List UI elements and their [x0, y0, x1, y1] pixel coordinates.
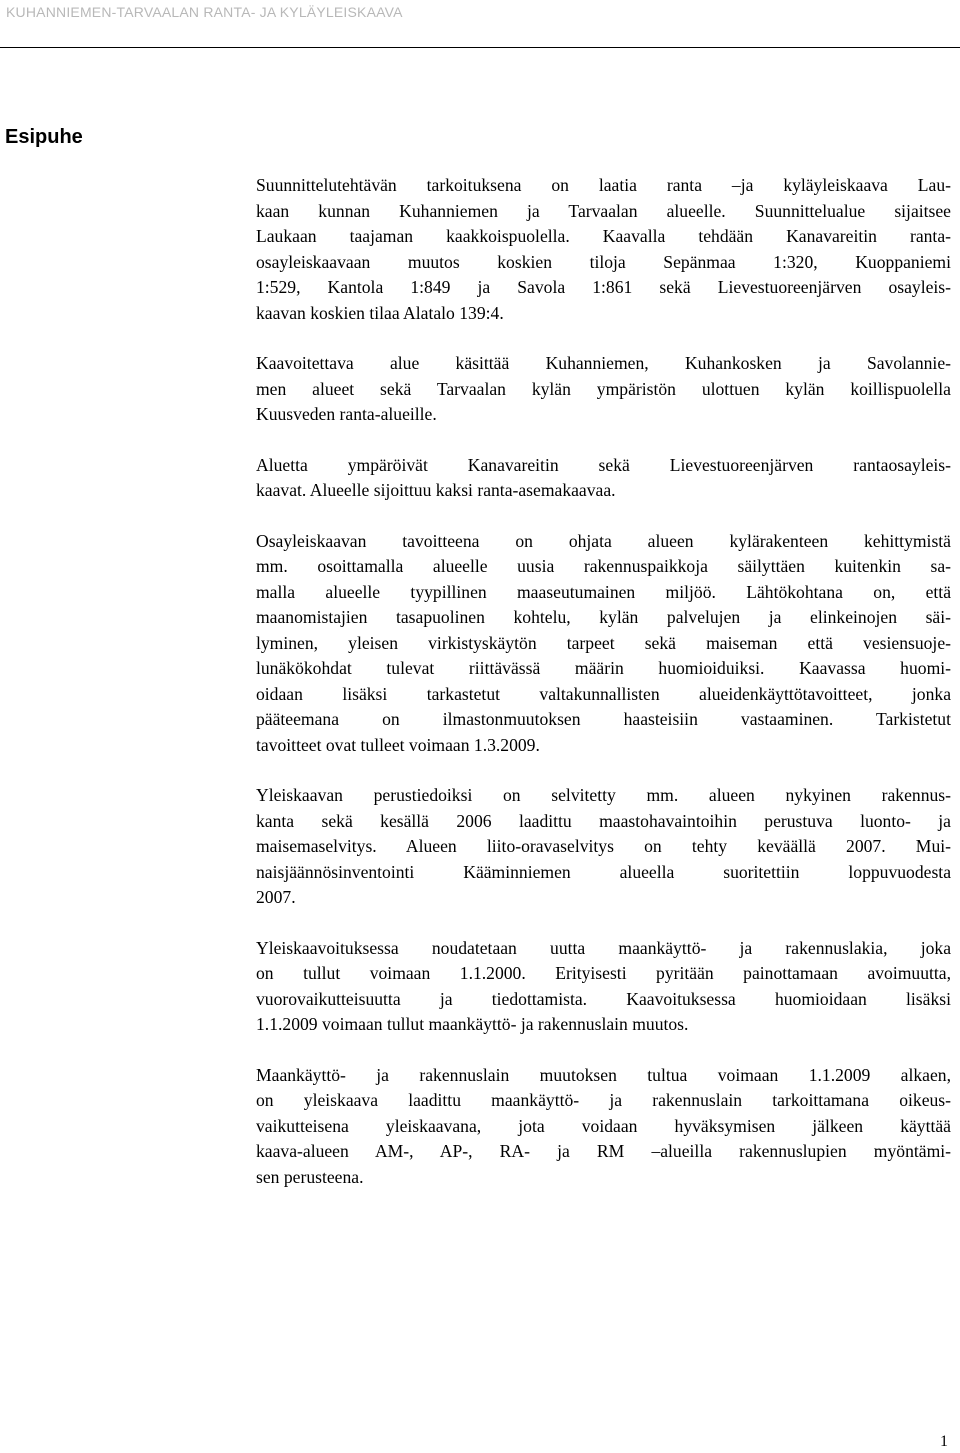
text-line: malla alueelle tyypillinen maaseutumainen miljöö. Lähtökohtana on, että	[256, 581, 951, 602]
running-header: KUHANNIEMEN-TARVAALAN RANTA- JA KYLÄYLEISKAAVA	[6, 4, 403, 20]
text-line: maanomistajien tasapuolinen kohtelu, kylän palvelujen ja elinkeinojen säi-	[256, 607, 951, 627]
text-line: vaikutteisena yleiskaavana, jota voidaan hyväksymisen jälkeen käyttää	[256, 1115, 951, 1136]
text-line: naisjäännösinventointi Kääminniemen alueella suoritettiin loppuvuodesta	[256, 861, 951, 882]
paragraph-legislation	[256, 936, 951, 1038]
text-line: on tullut voimaan 1.1.2000. Erityisesti pyritään painottamaan avoimuutta,	[256, 963, 951, 983]
header-divider	[0, 47, 960, 48]
text-line: maisemaselvitys. Alueen liito-oravaselvitys on tehty keväällä 2007. Mui-	[256, 836, 951, 856]
text-line: Suunnittelutehtävän tarkoituksena on laatia ranta –ja kyläyleiskaava Lau-	[256, 175, 951, 195]
text-line: Kuusveden ranta-alueille.	[256, 404, 437, 424]
text-line: Kaavoitettava alue käsittää Kuhanniemen, Kuhankosken ja Savolannie-	[256, 353, 951, 373]
text-line: kanta sekä kesällä 2006 laadittu maastohavaintoihin perustuva luonto- ja	[256, 810, 951, 831]
text-line: kaavat. Alueelle sijoittuu kaksi ranta-asemakaavaa.	[256, 480, 616, 500]
paragraph-legal-effect	[256, 1063, 951, 1191]
text-line: 1.1.2009 voimaan tullut maankäyttö- ja rakennuslain muutos.	[256, 1014, 689, 1034]
paragraph-area	[256, 351, 951, 428]
page-number: 1	[940, 1433, 948, 1450]
text-line: mm. osoittamalla alueelle uusia rakennuspaikkoja säilyttäen kuitenkin sa-	[256, 556, 951, 576]
paragraph-background-studies	[256, 783, 951, 911]
text-line: tavoitteet ovat tulleet voimaan 1.3.2009.	[256, 734, 540, 755]
text-line: osayleiskaavaan muutos koskien tiloja Sepänmaa 1:320, Kuoppaniemi	[256, 251, 951, 272]
text-line: vuorovaikutteisuutta ja tiedottamista. Kaavoituksessa huomioidaan lisäksi	[256, 988, 951, 1009]
text-line: 2007.	[256, 887, 296, 907]
paragraph-surroundings	[256, 453, 951, 504]
paragraph-goals	[256, 529, 951, 759]
text-line: on yleiskaava laadittu maankäyttö- ja rakennuslain tarkoittamana oikeus-	[256, 1090, 951, 1110]
body-text	[256, 173, 951, 1215]
text-line: lyminen, yleisen virkistyskäytön tarpeet sekä maiseman että vesiensuoje-	[256, 632, 951, 653]
text-line: Aluetta ympäröivät Kanavareitin sekä Lievestuoreenjärven rantaosayleis-	[256, 454, 951, 475]
text-line: lunäkökohdat tulevat riittävässä määrin huomioiduiksi. Kaavassa huomi-	[256, 658, 951, 678]
paragraph-purpose	[256, 173, 951, 326]
text-line: kaavan koskien tilaa Alatalo 139:4.	[256, 302, 504, 323]
text-line: sen perusteena.	[256, 1166, 364, 1187]
text-line: oidaan lisäksi tarkastetut valtakunnallisten alueidenkäyttötavoitteet, jonka	[256, 683, 951, 704]
text-line: men alueet sekä Tarvaalan kylän ympäristön ulottuen kylän koillispuolella	[256, 378, 951, 399]
text-line: pääteemana on ilmastonmuutoksen haasteisiin vastaaminen. Tarkistetut	[256, 709, 951, 729]
text-line: Osayleiskaavan tavoitteena on ohjata alueen kylärakenteen kehittymistä	[256, 530, 951, 551]
section-title: Esipuhe	[5, 126, 83, 148]
text-line: kaan kunnan Kuhanniemen ja Tarvaalan alueelle. Suunnittelualue sijaitsee	[256, 200, 951, 221]
text-line: kaava-alueen AM-, AP-, RA- ja RM –alueilla rakennuslupien myöntämi-	[256, 1141, 951, 1161]
text-line: Yleiskaavoituksessa noudatetaan uutta maankäyttö- ja rakennuslakia, joka	[256, 937, 951, 958]
text-line: Yleiskaavan perustiedoiksi on selvitetty mm. alueen nykyinen rakennus-	[256, 785, 951, 805]
text-line: 1:529, Kantola 1:849 ja Savola 1:861 sekä Lievestuoreenjärven osayleis-	[256, 277, 951, 297]
text-line: Laukaan taajaman kaakkoispuolella. Kaavalla tehdään Kanavareitin ranta-	[256, 226, 951, 246]
text-line: Maankäyttö- ja rakennuslain muutoksen tultua voimaan 1.1.2009 alkaen,	[256, 1064, 951, 1085]
